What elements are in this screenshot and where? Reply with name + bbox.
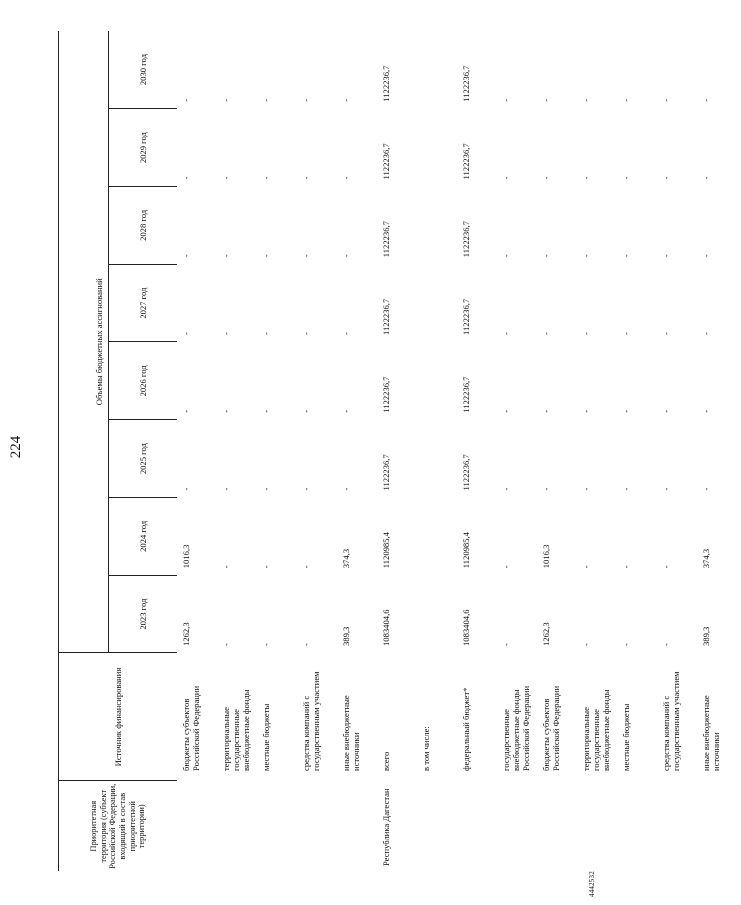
- header-year: 2029 год: [109, 109, 178, 187]
- value-cell: [421, 575, 461, 653]
- value-cell: -: [501, 643, 511, 646]
- territory-cell: [221, 781, 261, 871]
- value-cell: -: [221, 565, 231, 569]
- value-cell: [421, 264, 461, 342]
- territory-cell: [341, 781, 381, 871]
- value-cell: -: [261, 565, 271, 569]
- table-row: [581, 31, 621, 871]
- value-cell: 1122236,7: [381, 143, 391, 180]
- value-cell: -: [221, 409, 231, 413]
- header-year: 2026 год: [109, 342, 178, 420]
- value-cell: 1122236,7: [461, 454, 471, 491]
- source-cell: государственные внебюджетные фонды Российской Федерации: [501, 685, 532, 771]
- value-cell: 1122236,7: [461, 376, 471, 413]
- value-cell: -: [301, 409, 311, 413]
- territory-cell: [301, 781, 341, 871]
- table-row: [701, 31, 741, 871]
- table-row: [661, 31, 701, 871]
- value-cell: -: [501, 254, 511, 258]
- source-cell: территориальные государственные внебюджетные фонды: [221, 689, 252, 771]
- header-year: 2030 год: [109, 31, 178, 109]
- source-cell: местные бюджеты: [621, 703, 631, 771]
- value-cell: -: [621, 409, 631, 413]
- header-territory: Приоритетная территория (субъект Российской Федерации, входящий в состав приоритетной территории): [59, 781, 178, 871]
- source-cell: всего: [381, 751, 391, 771]
- value-cell: 1122236,7: [381, 221, 391, 258]
- value-cell: -: [221, 176, 231, 180]
- value-cell: -: [621, 176, 631, 180]
- value-cell: 1122236,7: [461, 65, 471, 102]
- value-cell: -: [661, 332, 671, 335]
- territory-cell: [501, 781, 541, 871]
- value-cell: -: [701, 98, 711, 102]
- value-cell: -: [301, 176, 311, 180]
- value-cell: 1122236,7: [381, 454, 391, 491]
- value-cell: -: [341, 254, 351, 258]
- header-year: 2024 год: [109, 498, 178, 576]
- source-cell: иные внебюджетные источники: [341, 695, 362, 771]
- budget-table: [58, 31, 741, 871]
- value-cell: -: [621, 487, 631, 491]
- value-cell: 1083404,6: [381, 609, 391, 646]
- table-row: [177, 31, 221, 871]
- value-cell: -: [621, 643, 631, 646]
- source-cell: в том числе:: [421, 726, 431, 771]
- value-cell: -: [181, 98, 191, 102]
- value-cell: -: [221, 98, 231, 102]
- value-cell: -: [301, 643, 311, 646]
- value-cell: -: [701, 332, 711, 335]
- value-cell: -: [581, 332, 591, 335]
- value-cell: -: [341, 176, 351, 180]
- value-cell: 1122236,7: [381, 376, 391, 413]
- value-cell: -: [661, 565, 671, 569]
- value-cell: -: [661, 98, 671, 102]
- territory-cell: [581, 781, 621, 871]
- source-cell: местные бюджеты: [261, 703, 271, 771]
- value-cell: -: [181, 176, 191, 180]
- territory-cell: [261, 781, 301, 871]
- value-cell: -: [341, 409, 351, 413]
- source-cell: федеральный бюджет*: [461, 687, 471, 771]
- source-cell: средства компаний с государственным участием: [301, 671, 322, 771]
- value-cell: 1262,3: [541, 622, 551, 646]
- value-cell: -: [621, 565, 631, 569]
- value-cell: -: [301, 565, 311, 569]
- table-row: [381, 31, 421, 871]
- value-cell: 1122236,7: [461, 298, 471, 335]
- value-cell: -: [661, 643, 671, 646]
- value-cell: -: [301, 98, 311, 102]
- value-cell: -: [261, 487, 271, 491]
- table-row: [461, 31, 501, 871]
- value-cell: [421, 187, 461, 265]
- table-row: [221, 31, 261, 871]
- value-cell: -: [181, 487, 191, 491]
- value-cell: -: [701, 176, 711, 180]
- value-cell: -: [301, 487, 311, 491]
- source-cell: бюджеты субъектов Российской Федерации: [181, 685, 202, 771]
- header-year: 2028 год: [109, 187, 178, 265]
- value-cell: -: [501, 409, 511, 413]
- value-cell: -: [541, 98, 551, 102]
- value-cell: -: [621, 332, 631, 335]
- value-cell: -: [221, 254, 231, 258]
- table-row: [301, 31, 341, 871]
- value-cell: -: [541, 332, 551, 335]
- value-cell: -: [261, 643, 271, 646]
- value-cell: 1083404,6: [461, 609, 471, 646]
- value-cell: -: [181, 409, 191, 413]
- header-year: 2023 год: [109, 575, 178, 653]
- territory-cell: [621, 781, 661, 871]
- source-cell: средства компаний с государственным участием: [661, 671, 682, 771]
- table-body: [177, 31, 741, 871]
- value-cell: -: [181, 332, 191, 335]
- value-cell: -: [581, 176, 591, 180]
- value-cell: 389,3: [701, 626, 711, 646]
- value-cell: -: [581, 487, 591, 491]
- value-cell: -: [701, 409, 711, 413]
- value-cell: -: [581, 254, 591, 258]
- value-cell: [421, 342, 461, 420]
- value-cell: -: [261, 254, 271, 258]
- value-cell: -: [661, 176, 671, 180]
- value-cell: 389,3: [341, 626, 351, 646]
- table-row: [261, 31, 301, 871]
- value-cell: -: [541, 176, 551, 180]
- value-cell: -: [301, 332, 311, 335]
- value-cell: -: [661, 487, 671, 491]
- value-cell: -: [581, 565, 591, 569]
- value-cell: -: [221, 487, 231, 491]
- source-cell: бюджеты субъектов Российской Федерации: [541, 685, 562, 771]
- value-cell: -: [341, 332, 351, 335]
- territory-cell: [461, 781, 501, 871]
- value-cell: -: [501, 98, 511, 102]
- table-row: [501, 31, 541, 871]
- value-cell: -: [501, 332, 511, 335]
- value-cell: -: [581, 98, 591, 102]
- document-id: 4442532: [588, 871, 596, 897]
- page-number: 224: [8, 435, 24, 459]
- header-source: Источник финансирования: [59, 653, 178, 781]
- value-cell: 1122236,7: [461, 221, 471, 258]
- value-cell: [421, 31, 461, 109]
- value-cell: -: [261, 332, 271, 335]
- header-volume: Объемы бюджетных ассигнований: [59, 31, 109, 653]
- territory-cell: [701, 781, 741, 871]
- territory-cell: [177, 781, 221, 871]
- value-cell: 1016,3: [181, 544, 191, 569]
- header-year: 2027 год: [109, 264, 178, 342]
- value-cell: -: [661, 254, 671, 258]
- value-cell: -: [301, 254, 311, 258]
- header-year: 2025 год: [109, 420, 178, 498]
- value-cell: -: [661, 409, 671, 413]
- value-cell: -: [221, 332, 231, 335]
- table-row: [421, 31, 461, 871]
- value-cell: [421, 498, 461, 576]
- value-cell: [421, 420, 461, 498]
- value-cell: 1120985,4: [381, 532, 391, 569]
- value-cell: -: [581, 643, 591, 646]
- value-cell: -: [261, 409, 271, 413]
- table-row: [341, 31, 381, 871]
- value-cell: -: [541, 487, 551, 491]
- value-cell: -: [701, 254, 711, 258]
- table-row: [621, 31, 661, 871]
- value-cell: -: [221, 643, 231, 646]
- territory-cell: Республика Дагестан: [381, 788, 391, 866]
- value-cell: -: [621, 254, 631, 258]
- value-cell: [421, 109, 461, 187]
- value-cell: -: [261, 98, 271, 102]
- value-cell: 1122236,7: [381, 298, 391, 335]
- value-cell: -: [341, 487, 351, 491]
- value-cell: -: [501, 176, 511, 180]
- value-cell: -: [181, 254, 191, 258]
- value-cell: 1120985,4: [461, 532, 471, 569]
- value-cell: -: [581, 409, 591, 413]
- table-row: [541, 31, 581, 871]
- source-cell: территориальные государственные внебюджетные фонды: [581, 689, 612, 771]
- value-cell: 1122236,7: [381, 65, 391, 102]
- value-cell: -: [261, 176, 271, 180]
- value-cell: -: [501, 565, 511, 569]
- value-cell: -: [621, 98, 631, 102]
- value-cell: -: [541, 409, 551, 413]
- territory-cell: [421, 781, 461, 871]
- territory-cell: [541, 781, 581, 871]
- value-cell: 1016,3: [541, 544, 551, 569]
- source-cell: иные внебюджетные источники: [701, 695, 722, 771]
- value-cell: -: [541, 254, 551, 258]
- territory-cell: [661, 781, 701, 871]
- value-cell: 1122236,7: [461, 143, 471, 180]
- value-cell: 374,3: [701, 548, 711, 569]
- value-cell: -: [501, 487, 511, 491]
- value-cell: 374,3: [341, 548, 351, 569]
- value-cell: 1262,3: [181, 622, 191, 646]
- value-cell: -: [701, 487, 711, 491]
- value-cell: -: [341, 98, 351, 102]
